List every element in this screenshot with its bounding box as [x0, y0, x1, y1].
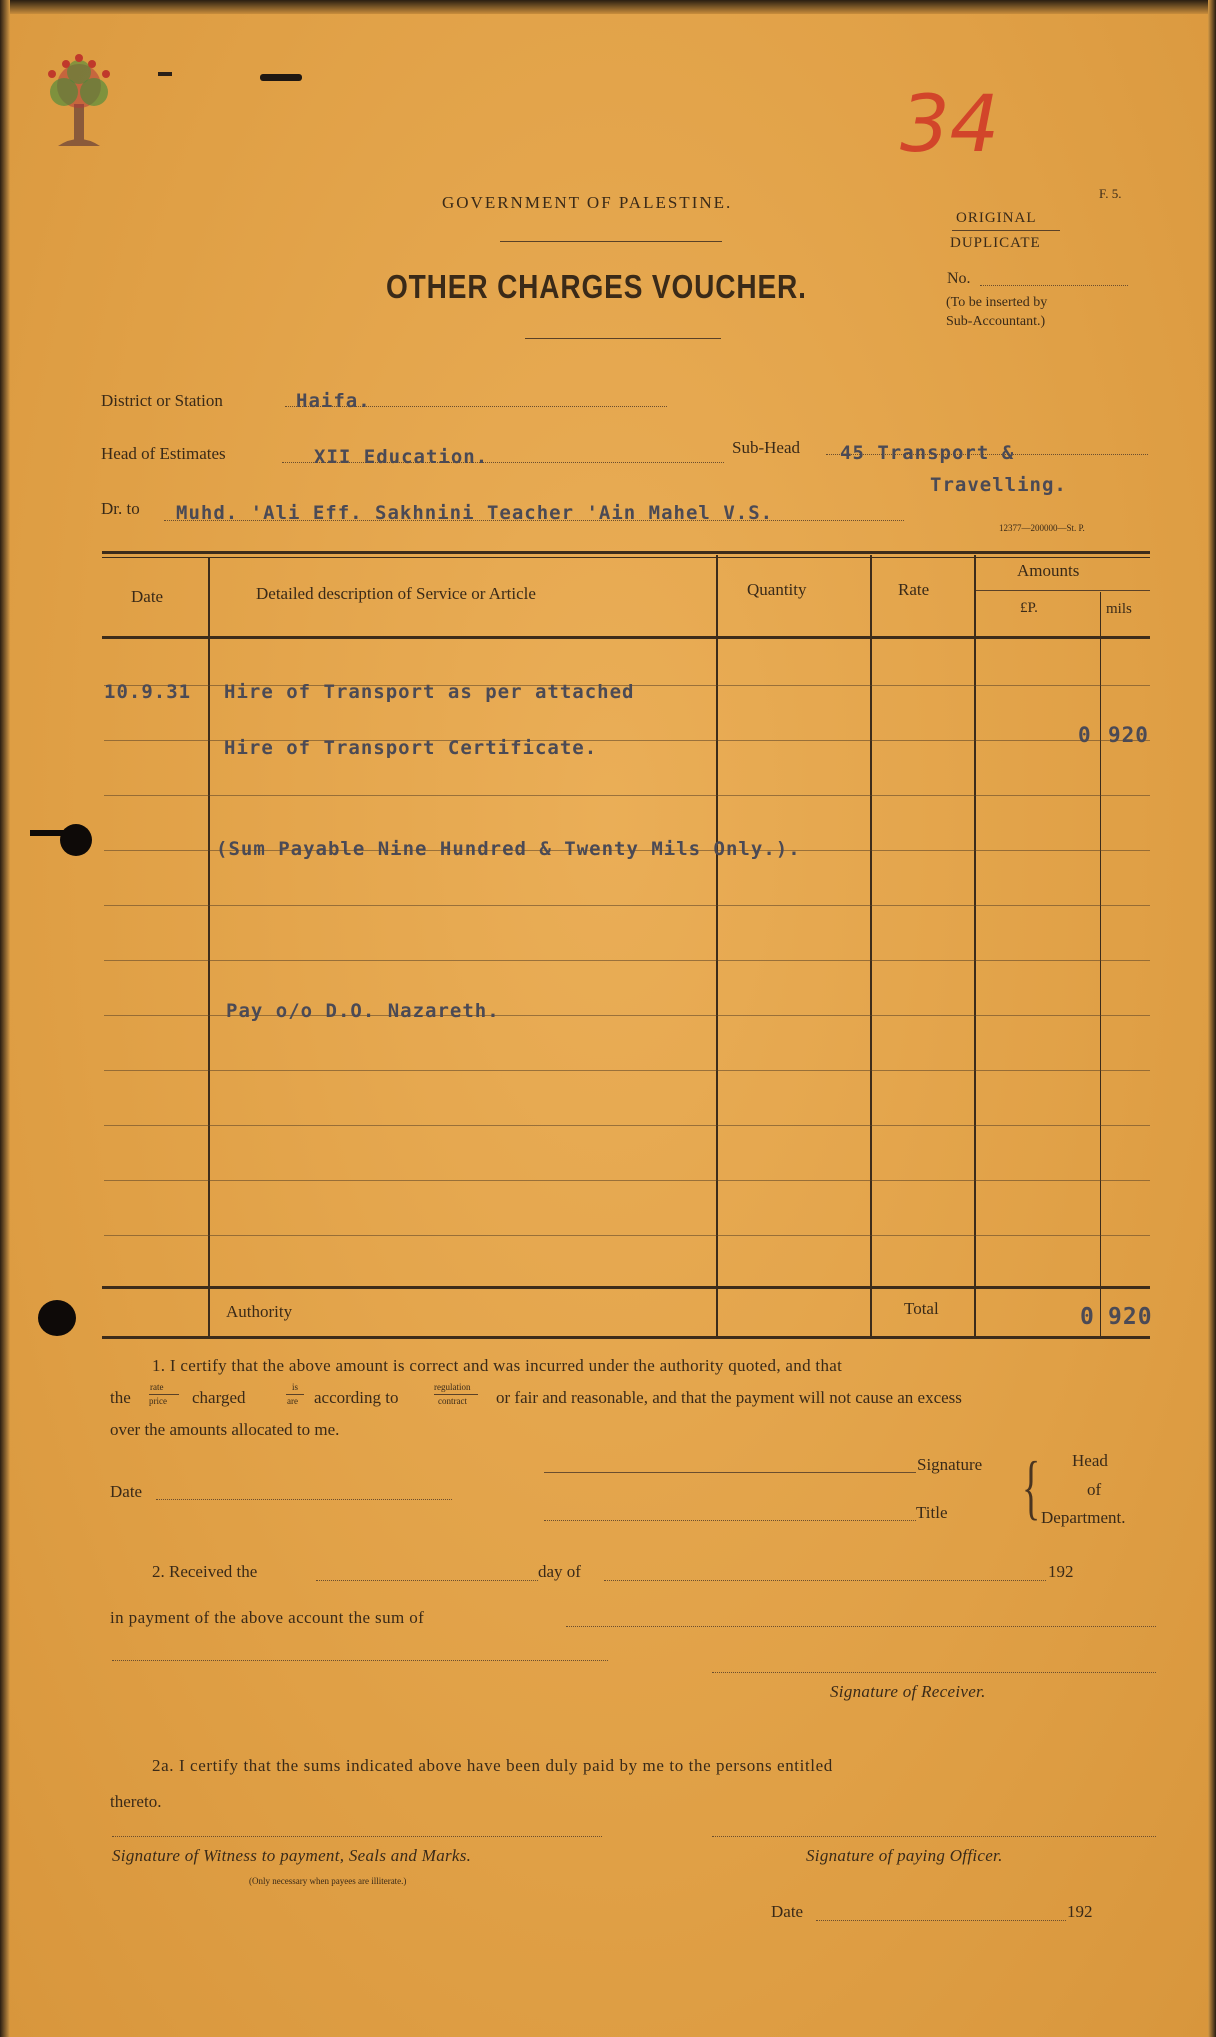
punch-hole	[38, 1300, 76, 1336]
amounts-column-divider	[974, 555, 976, 1338]
total-label: Total	[904, 1299, 939, 1318]
certificate-1-charged: charged	[192, 1388, 246, 1407]
paper-edge-right	[1208, 0, 1216, 2037]
sub-head-label: Sub-Head	[732, 438, 800, 457]
mils-column-divider	[1100, 592, 1101, 1338]
print-reference: 12377—200000—St. P.	[999, 523, 1085, 533]
fraction-rate: rate	[150, 1382, 164, 1392]
duplicate-label: DUPLICATE	[950, 235, 1041, 251]
rate-column-divider	[870, 555, 872, 1338]
paid-date-label: Date	[771, 1902, 804, 1921]
amount-mils: 920	[1108, 723, 1149, 747]
sub-head-value-1: 45 Transport &	[840, 442, 1015, 464]
description-line-2: Hire of Transport Certificate.	[224, 737, 598, 759]
receipt-year: 192	[1048, 1562, 1074, 1581]
col-header-description: Detailed description of Service or Article	[256, 584, 536, 603]
head-label: Head	[1072, 1451, 1108, 1470]
ink-mark	[260, 74, 302, 81]
sub-head-value-2: Travelling.	[930, 474, 1067, 496]
ink-mark	[158, 72, 172, 76]
fraction-is: is	[292, 1382, 299, 1392]
punch-hole-tear	[30, 830, 66, 836]
voucher-no-label: No.	[947, 270, 971, 287]
row-date: 10.9.31	[104, 681, 192, 703]
form-code: F. 5.	[1099, 186, 1122, 201]
signature-of-receiver-label: Signature of Receiver.	[830, 1682, 986, 1701]
of-label: of	[1087, 1480, 1102, 1499]
table-top-rule	[102, 551, 1150, 554]
fraction-regulation: regulation	[434, 1382, 471, 1392]
punch-hole	[60, 824, 92, 856]
col-header-rate: Rate	[898, 580, 930, 599]
certificate-1-according: according to	[314, 1388, 399, 1407]
signature-label: Signature	[917, 1455, 983, 1474]
no-note-2: Sub-Accountant.)	[946, 314, 1046, 329]
paid-year: 192	[1067, 1902, 1093, 1921]
voucher-title: OTHER CHARGES VOUCHER.	[386, 268, 807, 305]
table-total-rule	[102, 1286, 1150, 1289]
witness-signature-label: Signature of Witness to payment, Seals and Marks.	[112, 1846, 472, 1865]
handwritten-folio-number: 34	[900, 80, 1000, 170]
no-note-1: (To be inserted by	[946, 295, 1048, 310]
dr-to-label: Dr. to	[101, 499, 140, 518]
head-of-estimates-label: Head of Estimates	[101, 444, 226, 463]
total-pounds: 0	[1080, 1304, 1095, 1330]
paper-edge-top	[0, 0, 1216, 14]
authority-label: Authority	[226, 1302, 293, 1321]
col-header-quantity: Quantity	[747, 580, 807, 599]
in-payment-label: in payment of the above account the sum of	[110, 1608, 425, 1627]
witness-note: (Only necessary when payees are illiterate.)	[249, 1876, 407, 1886]
day-of-label: day of	[538, 1562, 581, 1581]
col-header-pounds: £P.	[1020, 600, 1038, 616]
paying-officer-signature-label: Signature of paying Officer.	[806, 1846, 1003, 1865]
certificate-2a-line-2: thereto.	[110, 1792, 162, 1811]
certificate-1-the: the	[110, 1388, 131, 1407]
table-bottom-rule	[102, 1336, 1150, 1339]
original-label: ORIGINAL	[956, 210, 1037, 226]
fraction-are: are	[287, 1396, 298, 1406]
department-label: Department.	[1041, 1508, 1126, 1527]
title-label: Title	[916, 1503, 948, 1522]
amount-pounds: 0	[1078, 723, 1092, 747]
description-line-1: Hire of Transport as per attached	[224, 681, 635, 703]
paper-edge-left	[0, 0, 10, 2037]
district-label: District or Station	[101, 391, 223, 410]
total-mils: 920	[1108, 1304, 1153, 1330]
col-header-amounts: Amounts	[1017, 561, 1080, 580]
fraction-contract: contract	[438, 1396, 467, 1406]
description-line-3: (Sum Payable Nine Hundred & Twenty Mils Only.).	[216, 838, 801, 860]
quantity-column-divider	[716, 555, 718, 1338]
certificate-date-label: Date	[110, 1482, 143, 1501]
table-header-rule	[102, 636, 1150, 639]
description-line-4: Pay o/o D.O. Nazareth.	[226, 1000, 500, 1022]
archive-tree-logo-icon	[38, 52, 120, 152]
received-the-label: 2. Received the	[152, 1562, 258, 1581]
government-heading: GOVERNMENT OF PALESTINE.	[442, 193, 733, 212]
certificate-2a-line-1: 2a. I certify that the sums indicated above have been duly paid by me to the persons entitled	[152, 1756, 833, 1775]
district-value: Haifa.	[296, 390, 371, 412]
dr-to-value: Muhd. 'Ali Eff. Sakhnini Teacher 'Ain Mahel V.S.	[176, 502, 774, 524]
certificate-1-rest: or fair and reasonable, and that the payment will not cause an excess	[496, 1388, 962, 1407]
date-column-divider	[208, 558, 210, 1338]
brace: {	[1022, 1448, 1041, 1528]
col-header-date: Date	[131, 587, 164, 606]
certificate-1-line-1: 1. I certify that the above amount is correct and was incurred under the authority quoted, and that	[152, 1356, 843, 1375]
certificate-1-line-3: over the amounts allocated to me.	[110, 1420, 340, 1439]
col-header-mils: mils	[1106, 601, 1132, 617]
fraction-price: price	[149, 1396, 167, 1406]
head-of-estimates-value: XII Education.	[314, 446, 489, 468]
